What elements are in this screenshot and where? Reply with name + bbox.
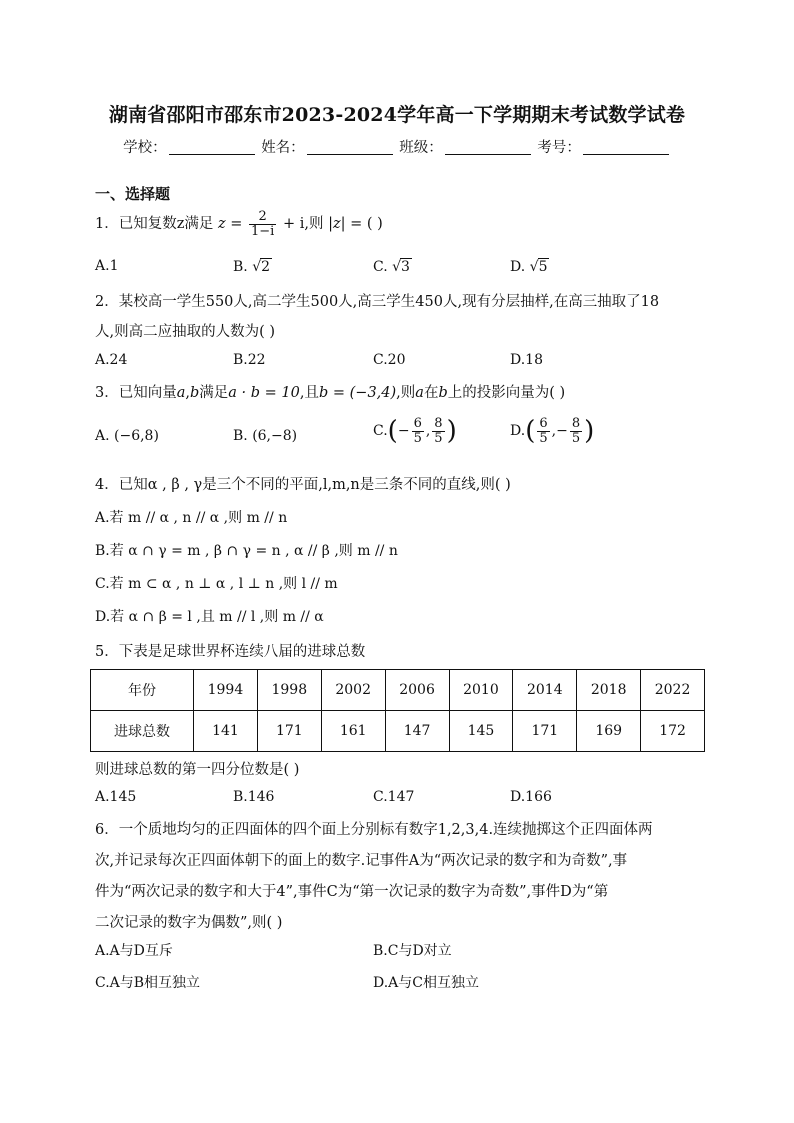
- table-cell: 145: [449, 711, 513, 752]
- table-row: [91, 711, 705, 752]
- q1-option-d-radicand: 5: [538, 259, 548, 275]
- table-cell: 169: [577, 711, 641, 752]
- q3-option-c: C.(− $\frac{6}{5}$ , $\frac{8}{5}$ ): [373, 415, 457, 446]
- q3-option-d: D.( $\frac{6}{5}$ ,− $\frac{8}{5}$ ): [510, 415, 595, 446]
- table-header-goals: 进球总数: [91, 711, 194, 752]
- table-header-year: 年份: [91, 670, 194, 711]
- q5-after: 则进球总数的第一四分位数是( ): [95, 762, 300, 778]
- q6-option-c: C.A与B相互独立: [95, 975, 201, 991]
- field-name-blank: [307, 140, 393, 155]
- student-info-line: [0, 136, 794, 157]
- q2-option-b: B.22: [233, 352, 266, 368]
- q4-option-c: C.若 m ⊂ α , n ⊥ α , l ⊥ n ,则 l // m: [95, 576, 338, 592]
- world-cup-goals-table: [90, 669, 705, 752]
- field-name-label: 姓名：: [261, 140, 305, 156]
- field-class-label: 班级：: [399, 140, 443, 156]
- q1-option-a: A.1: [95, 258, 119, 274]
- q2-line-2: 人,则高二应抽取的人数为( ): [95, 324, 276, 340]
- q1-absz: |z|: [328, 216, 346, 232]
- table-cell: 171: [257, 711, 321, 752]
- q6-line-3: 件为“两次记录的数字和大于4”,事件C为“第一次记录的数字为奇数”,事件D为“第: [95, 884, 609, 900]
- field-school-label: 学校：: [123, 140, 167, 156]
- table-cell: 2014: [513, 670, 577, 711]
- field-class-blank: [445, 140, 531, 155]
- q1-option-c-radicand: 3: [401, 259, 410, 275]
- q6-line-4: 二次记录的数字为偶数”,则( ): [95, 915, 283, 931]
- q3-stem: 3．已知向量a,b满足a · b = 10,且b = (−3,4),则a在b上的投影向量为( ): [95, 385, 566, 401]
- q5-option-a: A.145: [95, 789, 137, 805]
- sqrt-symbol: √: [252, 259, 262, 275]
- q3-b-value: b = (−3,4): [318, 385, 397, 401]
- q3-dot-product: a · b = 10: [228, 385, 300, 401]
- q1-option-b-radicand: 2: [261, 259, 271, 275]
- q3-option-a: A. (−6,8): [95, 428, 159, 444]
- vector-b: b: [190, 385, 200, 401]
- q1-option-c: C. √3: [373, 259, 410, 275]
- table-cell: 2006: [385, 670, 449, 711]
- q6-line-2: 次,并记录每次正四面体朝下的面上的数字.记事件A为“两次记录的数字和为奇数”,事: [95, 853, 628, 869]
- q4-stem: 4．已知α , β , γ是三个不同的平面,l,m,n是三条不同的直线,则( ): [95, 477, 511, 493]
- q1-denominator: 1−i: [251, 223, 275, 239]
- vector-a: a: [176, 385, 186, 401]
- q4-option-d: D.若 α ∩ β = l ,且 m // l ,则 m // α: [95, 609, 324, 625]
- q5-option-d: D.166: [510, 789, 552, 805]
- q1-z: z =: [217, 216, 243, 232]
- q1-suffix-b: = ( ): [350, 216, 383, 232]
- table-cell: 171: [513, 711, 577, 752]
- table-cell: 161: [321, 711, 385, 752]
- q1-prefix: 1．已知复数z满足: [95, 216, 214, 232]
- q1-fraction: [249, 210, 276, 238]
- q1-option-d: D. √5: [510, 259, 548, 275]
- q4-option-b: B.若 α ∩ γ = m , β ∩ γ = n , α // β ,则 m // n: [95, 543, 398, 559]
- q6-line-1: 6．一个质地均匀的正四面体的四个面上分别标有数字1,2,3,4.连续抛掷这个正四面体两: [95, 822, 653, 838]
- doc-title: 湖南省邵阳市邵东市2023-2024学年高一下学期期末考试数学试卷: [108, 104, 686, 126]
- q5-stem: 5．下表是足球世界杯连续八届的进球总数: [95, 644, 366, 660]
- table-cell: 2018: [577, 670, 641, 711]
- q5-option-c: C.147: [373, 789, 415, 805]
- field-number-blank: [583, 140, 669, 155]
- q1-stem: [95, 206, 383, 242]
- q6-option-d: D.A与C相互独立: [373, 975, 479, 991]
- sqrt-symbol: √: [392, 259, 402, 275]
- field-school-blank: [169, 140, 255, 155]
- table-cell: 1998: [257, 670, 321, 711]
- table-cell: 141: [194, 711, 258, 752]
- q3-option-b: B. (6,−8): [233, 428, 298, 444]
- q6-option-a: A.A与D互斥: [95, 943, 173, 959]
- q4-option-a: A.若 m // α , n // α ,则 m // n: [95, 510, 288, 526]
- field-number-label: 考号：: [537, 140, 581, 156]
- q1-numerator: 2: [249, 210, 276, 225]
- section-heading: 一、选择题: [95, 185, 171, 203]
- table-row: [91, 670, 705, 711]
- table-cell: 2002: [321, 670, 385, 711]
- q1-suffix-a: ,则: [304, 216, 324, 232]
- q2-option-d: D.18: [510, 352, 543, 368]
- sqrt-symbol: √: [529, 259, 539, 275]
- q2-option-c: C.20: [373, 352, 406, 368]
- table-cell: 2010: [449, 670, 513, 711]
- q6-option-b: B.C与D对立: [373, 943, 452, 959]
- table-cell: 172: [641, 711, 705, 752]
- q2-line-1: 2．某校高一学生550人,高二学生500人,高三学生450人,现有分层抽样,在高三抽取了18: [95, 294, 660, 310]
- table-cell: 1994: [194, 670, 258, 711]
- q2-option-a: A.24: [95, 352, 128, 368]
- q5-option-b: B.146: [233, 789, 275, 805]
- q1-option-b: B. √2: [233, 259, 271, 275]
- table-cell: 2022: [641, 670, 705, 711]
- table-cell: 147: [385, 711, 449, 752]
- q1-plus-i: + i: [282, 216, 305, 232]
